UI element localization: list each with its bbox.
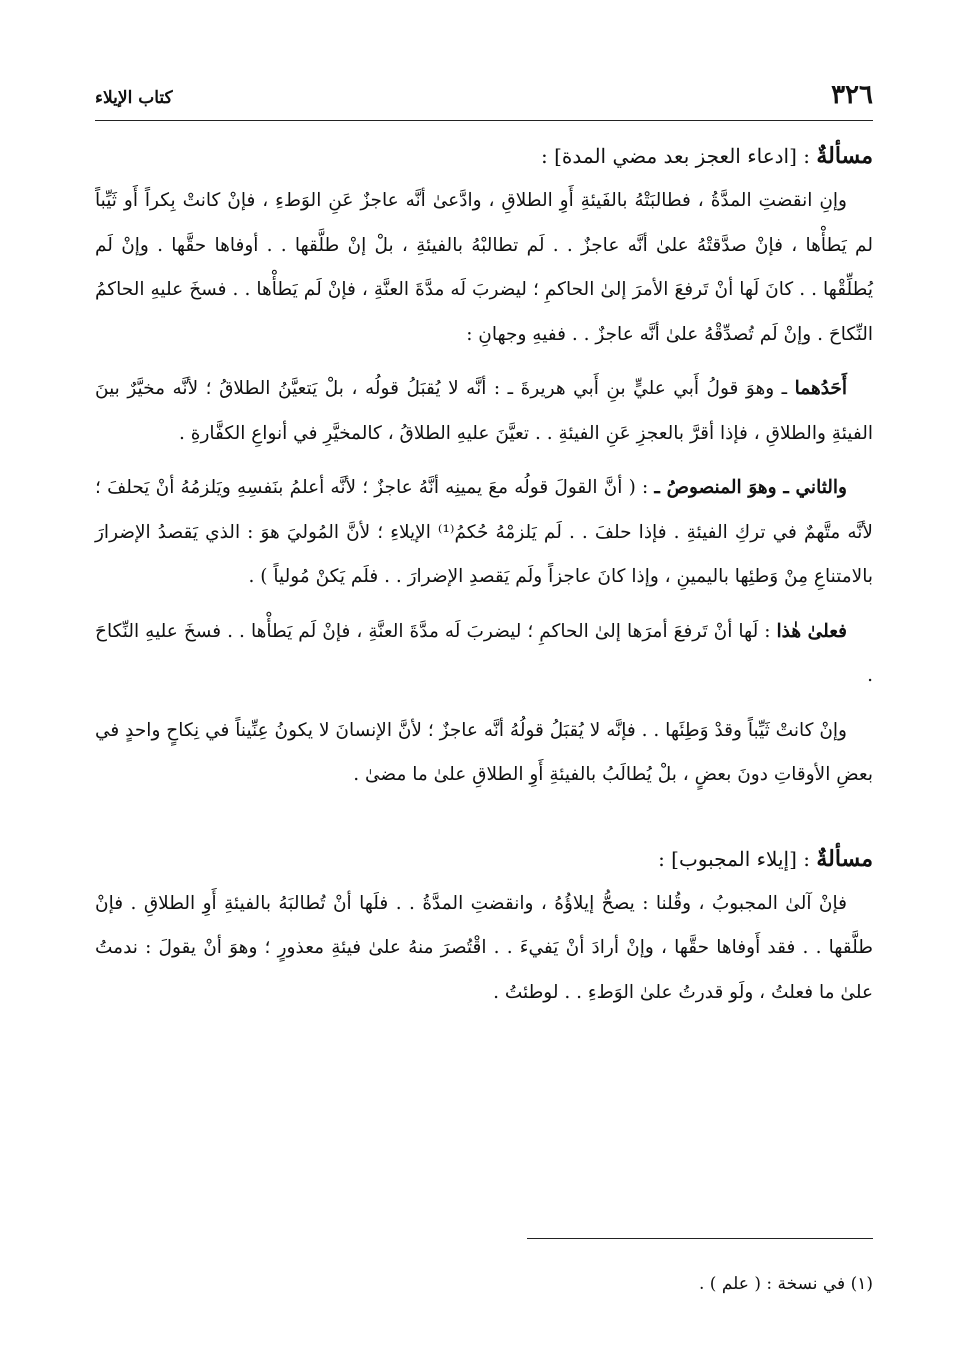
paragraph	[95, 466, 873, 600]
footnote-marker: (١)	[850, 1274, 873, 1294]
paragraph-lead: فعلىٰ هٰذا	[776, 620, 847, 642]
footnote-separator	[527, 1238, 873, 1239]
paragraph-lead: أَحَدُهما	[794, 378, 847, 399]
section-heading	[95, 836, 873, 882]
footnote	[699, 1274, 873, 1294]
paragraph-lead: والثاني ـ وهوَ المنصوصُ ـ	[654, 477, 847, 498]
paragraph	[95, 367, 873, 456]
paragraph	[95, 709, 873, 798]
paragraph	[95, 610, 873, 699]
heading-title: : [ادعاء العجز بعد مضي المدة] :	[541, 144, 811, 168]
paragraph-text: فإنْ آلىٰ المجبوبُ ، وقُلنا : يصحُّ إيلاؤُهُ ، وانقضتِ المدَّةُ . . فلَها أنْ تُطالبَهُ بالفيئةِ أَوِ الطلاقِ . فإنْ طلَّقها . . فقد أَوفاها حقَّها ، وإنْ أرادَ أنْ يَفيءَ . . اقْتُصرَ منهُ علىٰ فيئةِ معذورٍ ؛ وهوَ أنْ يقولَ : ندمتُ علىٰ ما فعلتُ ، ولَو قدرتُ علىٰ الوَطءِ . . لوطئتُ .	[95, 892, 873, 1003]
paragraph-text: وإنْ كانتْ ثَيِّباً وقدْ وَطِئَها . . فإنَّه لا يُقبَلُ قولُهُ أنَّه عاجزٌ ؛ لأنَّ الإنسانَ لا يكونُ عِنِّيناً في نِكاحٍ واحدٍ في بعضِ الأوقاتِ دونَ بعضٍ ، بلْ يُطالَبُ بالفيئةِ أَوِ الطلاقِ علىٰ ما مضىٰ .	[95, 719, 873, 785]
section-1	[95, 133, 873, 798]
heading-title: : [إيلاء المجبوب] :	[658, 846, 811, 871]
section-heading	[95, 133, 873, 179]
heading-keyword: مسألةٌ	[816, 845, 873, 872]
paragraph-text: وإنِ انقضتِ المدَّةُ ، فطالبَتْهُ بالفَيئةِ أَوِ الطلاقِ ، وادَّعىٰ أنَّه عاجزٌ عَنِ الوَطءِ ، فإنْ كانتْ بِكراً أَو ثَيِّباً لم يَطأْها ، فإنْ صدَّقتْهُ علىٰ أنَّه عاجزٌ . . لَم تطالبْهُ بالفيئةِ ، بلْ إنْ طلَّقها . . أوفاها حقَّها . وإنْ لَم يُطلِّقْها . . كانَ لَها أنْ تَرفعَ الأمرَ إلىٰ الحاكمِ ؛ ليضربَ لَه مدَّةَ العنَّةِ ، فإنْ لَم يَطأْها . . فسخَ عليهِ الحاكمُ النِّكاحَ . وإنْ لَم تُصدِّقْهُ علىٰ أنَّه عاجزٌ . . ففيهِ وجهانِ :	[95, 190, 873, 345]
paragraph-text: : لَها أنْ تَرفعَ أمرَها إلىٰ الحاكمِ ؛ ليضربَ لَه مدَّةَ العنَّةِ ، فإنْ لَم يَطأْها . . فسخَ عليهِ النِّكاحَ .	[95, 620, 873, 686]
paragraph	[95, 179, 873, 357]
paragraph-text: ـ وهوَ قولُ أَبي عليٍّ بنِ أَبي هريرةَ ـ : أنَّه لا يُقبَلُ قولُه ، بلْ يَتعيَّنُ الطلاقُ ؛ لأنَّه مخيَّرٌ بينَ الفيئةِ والطلاقِ ، فإذا أقرَّ بالعجزِ عَنِ الفيئةِ . . تعيَّنَ عليهِ الطلاقُ ، كالمخيَّرِ في أنواعِ الكفَّارةِ .	[95, 378, 873, 444]
heading-keyword: مسألةٌ	[816, 143, 873, 169]
paragraph	[95, 882, 873, 1016]
paragraph-text: : ( أنَّ القولَ قولُه معَ يمينِه أنَّهُ عاجزٌ ؛ لأنَّه أعلمُ بنَفسِهِ ويَلزمُهُ أنْ يَحلفَ ؛ لأنَّه متَّهمٌ في تركِ الفيئةِ . فإذا حلفَ . . لَم يَلزمْهُ حُكمُ⁽¹⁾ الإيلاءِ ؛ لأنَّ المُوليَ هوَ : الذي يَقصدُ الإضرارَ بالامتناعِ مِنْ وَطئِها باليمينِ ، وإذا كانَ عاجزاً ولَم يَقصدِ الإضرارَ . . فلَم يَكنْ مُولياً ) .	[95, 477, 873, 587]
page-number: ٣٢٦	[831, 80, 873, 110]
running-title: كتاب الإيلاء	[95, 88, 173, 108]
footnote-text: في نسخة : ( علم ) .	[698, 1274, 846, 1294]
section-2	[95, 836, 873, 1016]
page-header	[95, 80, 873, 121]
book-page	[95, 80, 873, 1015]
